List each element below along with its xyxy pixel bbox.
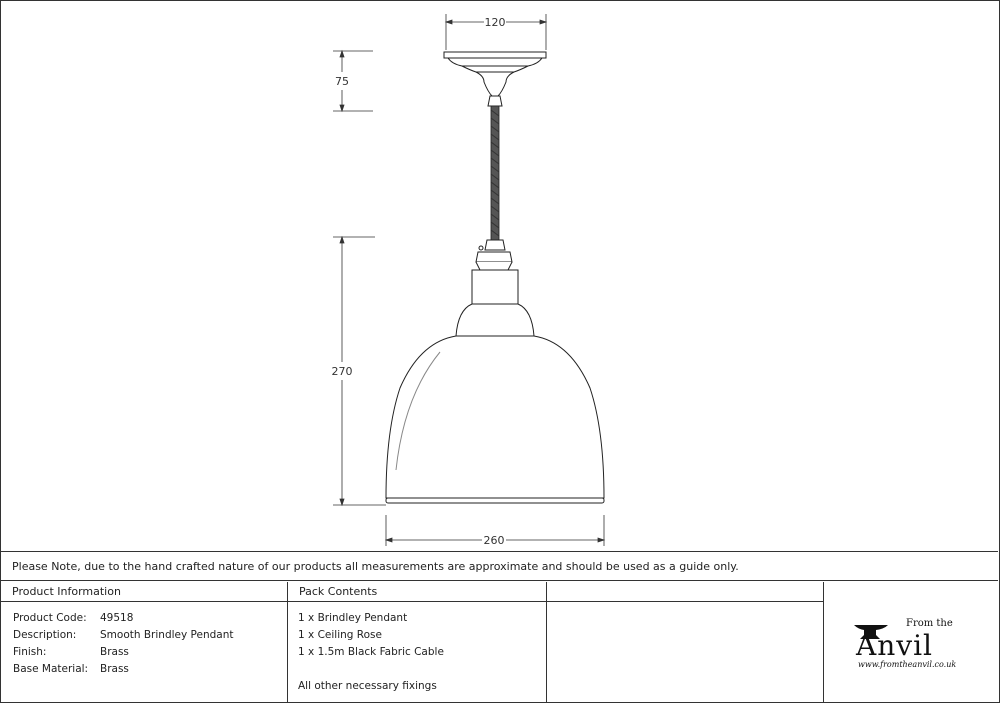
rose-width-label: 120 — [484, 16, 506, 29]
pack-item: 1 x Ceiling Rose — [298, 629, 382, 641]
shade-height-label: 270 — [331, 365, 353, 378]
rose-height-label: 75 — [335, 75, 349, 88]
lamp-holder — [472, 240, 518, 304]
table-divider — [287, 582, 288, 703]
cable — [491, 106, 499, 240]
product-information-heading: Product Information — [0, 582, 287, 602]
measurement-note: Please Note, due to the hand crafted nature of our products all measurements are approximate and should be used as a guide only. — [0, 551, 998, 581]
pack-contents-heading: Pack Contents — [287, 582, 546, 602]
logo-from-the: From the — [906, 618, 953, 629]
shade-width-label: 260 — [483, 534, 505, 547]
table-divider — [823, 582, 824, 703]
product-code-value: 49518 — [100, 612, 134, 624]
pack-item: All other necessary fixings — [298, 680, 437, 692]
pack-item: 1 x 1.5m Black Fabric Cable — [298, 646, 444, 658]
product-code-label: Product Code: — [13, 612, 87, 624]
description-value: Smooth Brindley Pendant — [100, 629, 234, 641]
logo-url: www.fromtheanvil.co.uk — [858, 660, 957, 669]
finish-value: Brass — [100, 646, 129, 658]
empty-heading-cell — [546, 582, 823, 602]
pendant-shade — [386, 304, 604, 503]
from-the-anvil-logo — [850, 615, 980, 675]
base-material-value: Brass — [100, 663, 129, 675]
pack-item: 1 x Brindley Pendant — [298, 612, 408, 624]
table-divider — [546, 582, 547, 703]
base-material-label: Base Material: — [13, 663, 89, 675]
ceiling-rose — [444, 52, 546, 106]
finish-label: Finish: — [13, 646, 47, 658]
logo-brand: Anvil — [856, 629, 933, 662]
description-label: Description: — [13, 629, 77, 641]
